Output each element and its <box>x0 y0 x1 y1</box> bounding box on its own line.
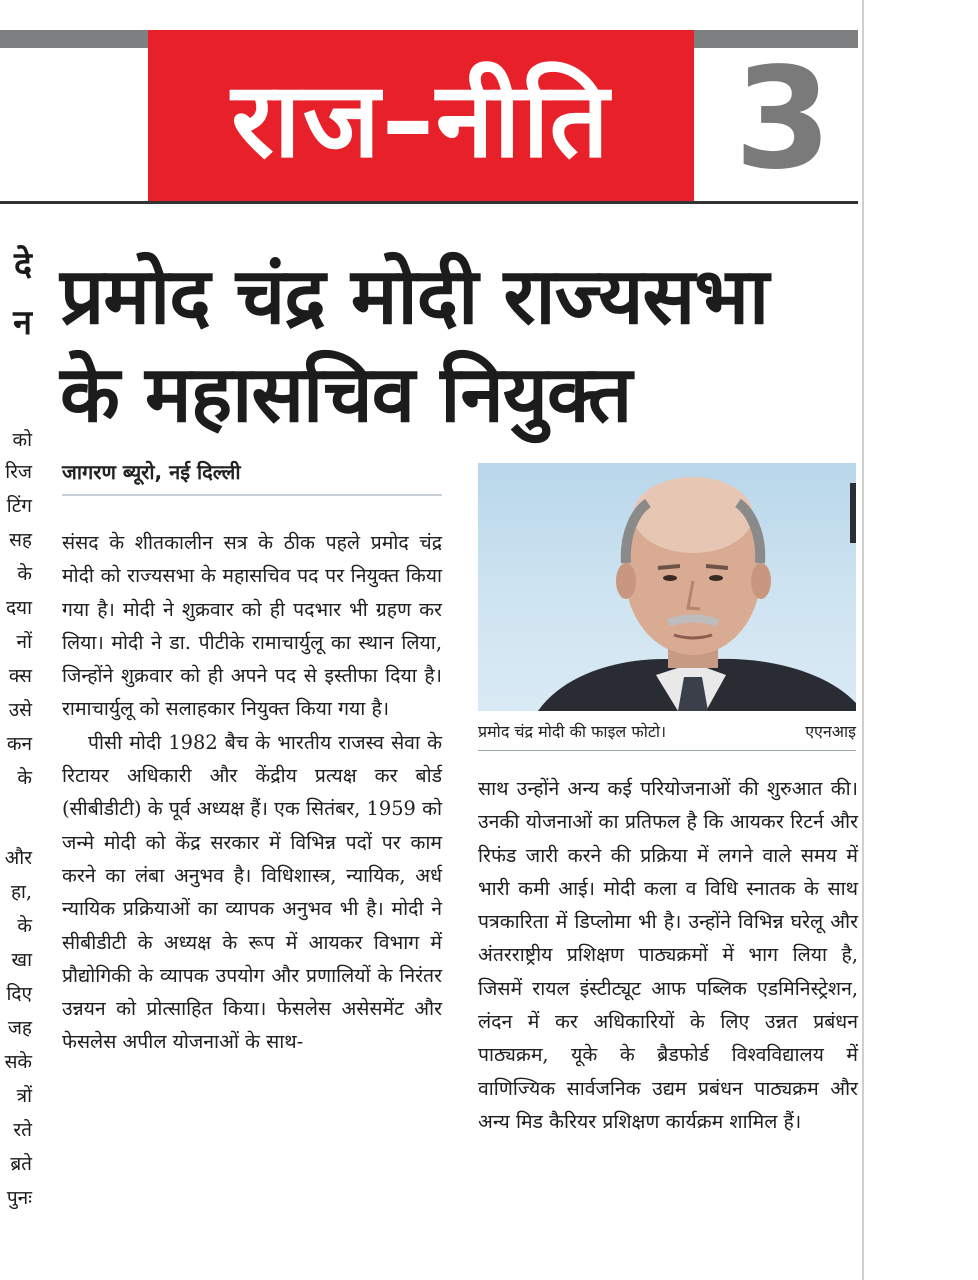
fragment-line: दिए <box>6 983 32 1005</box>
article-column-1 <box>62 526 442 1059</box>
paragraph-2: पीसी मोदी 1982 बैच के भारतीय राजस्व सेवा के रिटायर अधिकारी और केंद्रीय प्रत्यक्ष कर बोर्ड (सीबीडीटी) के पूर्व अध्यक्ष हैं। एक सितंबर, 1959 को जन्मे मोदी को केंद्र सरकार में विभिन्न पदों पर काम करने का लंबा अनुभव है। विधिशास्त्र, न्यायिक, अर्ध न्यायिक प्रक्रियाओं का व्यापक अनुभव भी है। मोदी ने सीबीडीटी के अध्यक्ष के रूप में आयकर विभाग में प्रौद्योगिकी के व्यापक उपयोग और प्रणालियों के निरंतर उन्नयन को प्रोत्साहित किया। फेसलेस असेसमेंट और फेसलेस अपील योजनाओं के साथ- <box>62 730 442 1054</box>
article-column-2 <box>478 772 858 1138</box>
portrait-illustration <box>478 463 856 711</box>
fragment-line: कन <box>6 733 32 755</box>
paragraph-3: साथ उन्होंने अन्य कई परियोजनाओं की शुरुआत की। उनकी योजनाओं का प्रतिफल है कि आयकर रिटर्न और रिफंड जारी करने की प्रक्रिया में लगने वाले समय में भारी कमी आई। मोदी कला व विधि स्नातक के साथ पत्रकारिता में डिप्लोमा भी है। उन्होंने विभिन्न घरेलू और अंतरराष्ट्रीय प्रशिक्षण पाठ्यक्रमों में भाग लिया है, जिसमें रायल इंस्टीट्यूट आफ पब्लिक एडमिनिस्ट्रेशन, लंदन में कर अधिकारियों के लिए उन्नत प्रबंधन पाठ्यक्रम, यूके के ब्रैडफोर्ड विश्वविद्यालय में वाणिज्यिक सार्वजनिक उद्यम प्रबंधन पाठ्यक्रम और अन्य मिड कैरियर प्रशिक्षण कार्यक्रम शामिल हैं। <box>478 777 858 1133</box>
byline-rule <box>62 494 442 496</box>
photo-caption-row <box>478 720 856 742</box>
fragment-line: हा, <box>10 881 32 903</box>
photo-credit: एएनआइ <box>805 722 856 741</box>
fragment-line: त्रों <box>16 1085 32 1107</box>
fragment-line: पुनः <box>6 1187 32 1209</box>
page-edge-rule <box>862 0 864 1280</box>
header-band-left <box>0 30 148 48</box>
byline: जागरण ब्यूरो, नई दिल्ली <box>62 460 241 484</box>
fragment-line: उसे <box>8 699 32 721</box>
fragment-line: क्स <box>8 665 32 687</box>
caption-rule <box>478 750 856 751</box>
fragment-line: के <box>17 563 32 585</box>
fragment-line: दया <box>5 597 32 619</box>
fragment-line: और <box>4 847 32 869</box>
section-header-box <box>148 30 694 202</box>
fragment-line: नों <box>16 631 32 653</box>
fragment-line: के <box>17 767 32 789</box>
fragment-line: रिज <box>5 461 32 483</box>
fragment-line: जह <box>7 1017 32 1039</box>
page-number: 3 <box>734 38 832 201</box>
fragment-line: सह <box>9 529 32 551</box>
paragraph-1: संसद के शीतकालीन सत्र के ठीक पहले प्रमोद चंद्र मोदी को राज्यसभा के महासचिव पद पर नियुक्त किया गया है। मोदी ने शुक्रवार को ही पदभार भी ग्रहण कर लिया। मोदी ने डा. पीटीके रामाचार्युलू का स्थान लिया, जिन्होंने शुक्रवार को ही अपने पद से इस्तीफा दिया है। रामाचार्युलू को सलाहकार नियुक्त किया गया है। <box>62 531 442 721</box>
fragment-line: को <box>12 429 32 451</box>
fragment-line: ब्रते <box>10 1153 32 1175</box>
headline-line-2: के महासचिव नियुक्त <box>60 350 632 440</box>
fragment-line: न <box>13 303 32 343</box>
fragment-line: रते <box>13 1119 32 1141</box>
article-headline <box>60 248 850 444</box>
headline-line-1: प्रमोद चंद्र मोदी राज्यसभा <box>60 252 769 342</box>
fragment-line: दे <box>13 245 32 285</box>
fragment-line: के <box>17 915 32 937</box>
portrait-photo <box>478 463 856 711</box>
fragment-line: सके <box>4 1051 32 1073</box>
photo-caption: प्रमोद चंद्र मोदी की फाइल फोटो। <box>478 722 667 741</box>
fragment-line: खा <box>11 949 32 971</box>
fragment-line: टिंग <box>6 495 32 517</box>
header-rule <box>0 201 858 204</box>
section-title: राज–नीति <box>231 58 611 181</box>
